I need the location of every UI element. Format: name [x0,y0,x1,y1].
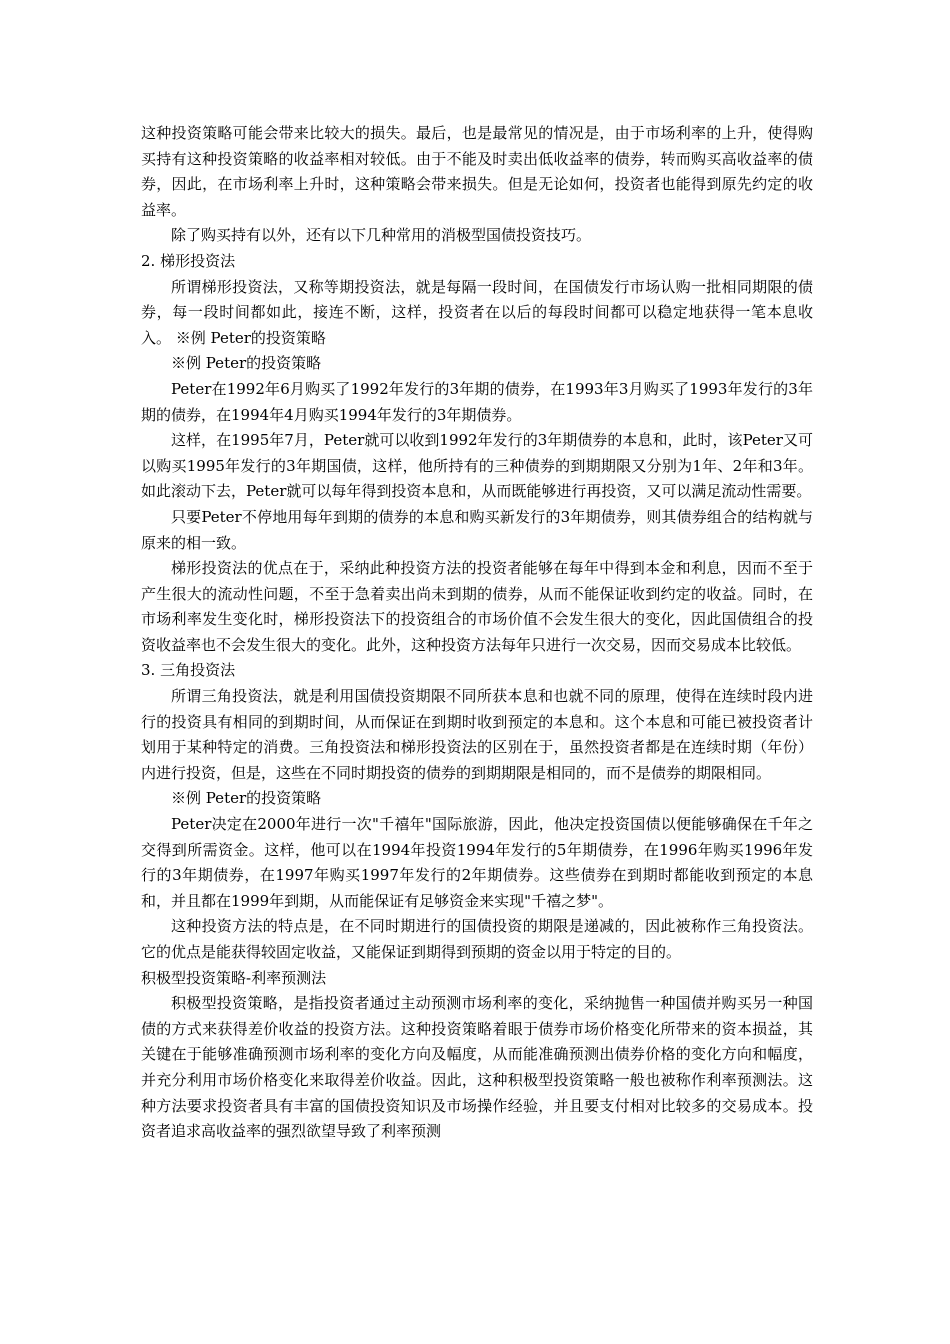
section-heading-active-strategy: 积极型投资策略-利率预测法 [141,968,327,987]
paragraph-ladder-example-3: 只要Peter不停地用每年到期的债券的本息和购买新发行的3年期债券，则其债券组合的结构就与原来的相一致。 [141,507,813,552]
paragraph-ladder-advantages: 梯形投资法的优点在于，采纳此种投资方法的投资者能够在每年中得到本金和利息，因而不至于产生很大的流动性问题，不至于急着卖出尚未到期的债券，从而不能保证收到约定的收益。同时，在市场利率发生变化时，梯形投资法下的投资组合的市场价值不会发生很大的变化，因此国债组合的投资收益率也不会发生很大的变化。此外，这种投资方法每年只进行一次交易，因而交易成本比较低。 [141,559,813,654]
paragraph-continuation: 这种投资策略可能会带来比较大的损失。最后，也是最常见的情况是，由于市场利率的上升，使得购买持有这种投资策略的收益率相对较低。由于不能及时卖出低收益率的债券，转而购买高收益率的债券，因此，在市场利率上升时，这种策略会带来损失。但是无论如何，投资者也能得到原先约定的收益率。 [141,124,813,219]
section-heading-ladder: 2. 梯形投资法 [141,251,236,270]
paragraph-triangle-example: Peter决定在2000年进行一次"千禧年"国际旅游，因此，他决定投资国债以便能够确保在千年之交得到所需资金。这样，他可以在1994年投资1994年发行的5年期债券，在1996年购买1996年发行的3年期债券，在1997年购买1997年发行的2年期债券。这些债券在到期时都能收到预定的本息和，并且都在1999年到期，从而能保证有足够资金来实现"千禧之梦"。 [141,815,813,910]
example-label-ladder: ※例 Peter的投资策略 [171,354,322,373]
paragraph-active-strategy: 积极型投资策略，是指投资者通过主动预测市场利率的变化，采纳抛售一种国债并购买另一种国债的方式来获得差价收益的投资方法。这种投资策略着眼于债券市场价格变化所带来的资本损益，其关键在于能够准确预测市场利率的变化方向及幅度，从而能准确预测出债券价格的变化方向和幅度，并充分利用市场价格变化来取得差价收益。因此，这种积极型投资策略一般也被称作利率预测法。这种方法要求投资者具有丰富的国债投资知识及市场操作经验，并且要支付相对比较多的交易成本。投资者追求高收益率的强烈欲望导致了利率预测 [141,994,813,1141]
paragraph-ladder-definition: 所谓梯形投资法，又称等期投资法，就是每隔一段时间，在国债发行市场认购一批相同期限的债券，每一段时间都如此，接连不断，这样，投资者在以后的每段时间都可以稳定地获得一笔本息收入。 ※例 Peter的投资策略 [141,277,813,347]
paragraph-ladder-example-2: 这样，在1995年7月，Peter就可以收到1992年发行的3年期债券的本息和，此时，该Peter又可以购买1995年发行的3年期国债，这样，他所持有的三种债券的到期期限又分别为1年、2年和3年。如此滚动下去，Peter就可以每年得到投资本息和，从而既能够进行再投资，又可以满足流动性需要。 [141,431,813,501]
paragraph-ladder-example-1: Peter在1992年6月购买了1992年发行的3年期的债券，在1993年3月购买了1993年发行的3年期的债券，在1994年4月购买1994年发行的3年期债券。 [141,379,813,424]
paragraph-triangle-features: 这种投资方法的特点是，在不同时期进行的国债投资的期限是递减的，因此被称作三角投资法。它的优点是能获得较固定收益，又能保证到期得到预期的资金以用于特定的目的。 [141,917,813,961]
example-label-triangle: ※例 Peter的投资策略 [171,789,322,808]
paragraph-triangle-definition: 所谓三角投资法，就是利用国债投资期限不同所获本息和也就不同的原理，使得在连续时段内进行的投资具有相同的到期时间，从而保证在到期时收到预定的本息和。这个本息和可能已被投资者计划用于某种特定的消费。三角投资法和梯形投资法的区别在于，虽然投资者都是在连续时期（年份）内进行投资，但是，这些在不同时期投资的债券的到期期限是相同的，而不是债券的期限相同。 [141,687,813,782]
document-page [141,121,813,1145]
paragraph-intro: 除了购买持有以外，还有以下几种常用的消极型国债投资技巧。 [171,226,592,245]
section-heading-triangle: 3. 三角投资法 [141,661,236,680]
